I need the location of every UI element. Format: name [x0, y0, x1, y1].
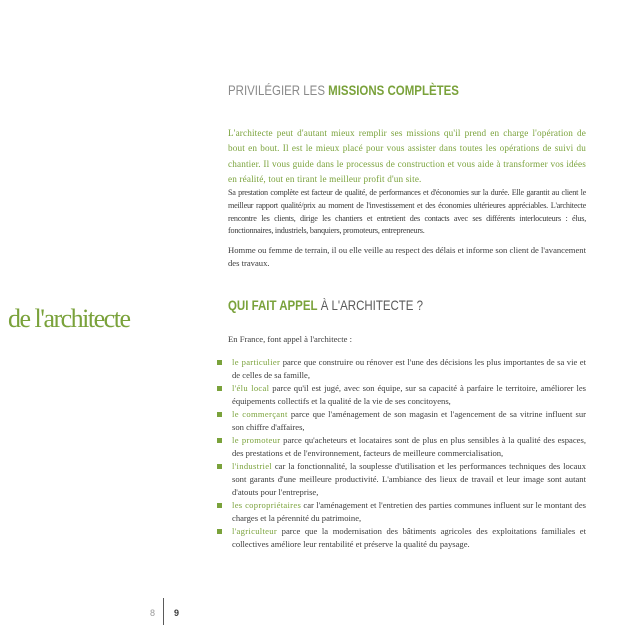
- list-item: [217, 408, 586, 434]
- bullet-square-icon: [217, 529, 222, 534]
- bullet-text: parce que la modernisation des bâtiments agricoles des exploitations familiales et collectives améliore leur rentabilité et préserve la qualité du paysage.: [232, 526, 586, 550]
- bullet-square-icon: [217, 360, 222, 365]
- bullet-square-icon: [217, 386, 222, 391]
- bullet-square-icon: [217, 412, 222, 417]
- bullet-key: les copropriétaires: [232, 500, 302, 511]
- section-title-light: À L'ARCHITECTE ?: [317, 297, 424, 313]
- bullet-square-icon: [217, 464, 222, 469]
- bullet-key: l'élu local: [232, 383, 270, 394]
- section-title-bold: MISSIONS COMPLÈTES: [328, 82, 459, 98]
- bullet-key: l'agriculteur: [232, 526, 278, 537]
- list-item: [217, 382, 586, 408]
- list-item: [217, 356, 586, 382]
- folio-divider: [163, 598, 164, 625]
- list-item: [217, 525, 586, 551]
- bullet-text: parce qu'il est jugé, avec son équipe, sur sa capacité à parfaire le territoire, améliorer les équipements collectifs et la qualité de la vie de ses concitoyens,: [232, 383, 586, 406]
- list-item: [217, 499, 586, 525]
- section-title-missions: [228, 82, 540, 98]
- section-title-light: PRIVILÉGIER LES: [228, 82, 329, 98]
- intro-paragraph: L'architecte peut d'autant mieux remplir ses missions qu'il prend en charge l'opération de bout en bout. Il est le mieux placé pour vous assister dans toutes les opérations de suivi du chantier. Il vous guide dans le processus de construction et vous aide à transformer vos idées en réalité, tout en tirant le meilleur profit d'un site.: [228, 128, 586, 184]
- list-item: [217, 434, 586, 460]
- bullet-text: parce que construire ou rénover est l'une des décisions les plus importantes de sa vie et de celles de sa famille,: [232, 357, 586, 380]
- section-title-bold: QUI FAIT APPEL: [228, 297, 318, 313]
- bullet-square-icon: [217, 503, 222, 508]
- bullet-text: parce qu'acheteurs et locataires sont de plus en plus sensibles à la qualité des espaces, des prestations et de l'environnement, facteurs de meilleure commercialisation,: [232, 435, 586, 459]
- side-title: de l'architecte: [8, 304, 130, 333]
- bullet-key: le commerçant: [232, 409, 288, 420]
- list-item: [217, 460, 586, 498]
- bullet-list: [217, 356, 586, 551]
- paragraph-terrain: Homme ou femme de terrain, il ou elle veille au respect des délais et informe son client de l'avancement des travaux.: [228, 245, 586, 268]
- bullet-key: l'industriel: [232, 461, 272, 472]
- bullet-square-icon: [217, 438, 222, 443]
- paragraph-prestation: Sa prestation complète est facteur de qualité, de performances et d'économies sur la durée. Elle garantit au client le meilleur rapport qualité/prix au moment de l'investissement et des économies ultérieures appréciables. L'architecte rencontre les clients, dirige les chantiers et entretient des contacts avec ses différents interlocuteurs : élus, fonctionnaires, industriels, banquiers, promoteurs, entrepreneurs.: [228, 188, 586, 236]
- bullet-text: car la fonctionnalité, la souplesse d'utilisation et les performances techniques des locaux sont garants d'une meilleure productivité. L'ambiance des lieux de travail et leur image sont autant d'atouts pour l'entreprise,: [232, 461, 586, 497]
- page-number-left: 8: [150, 608, 156, 618]
- page-number-right: 9: [174, 608, 180, 618]
- section-title-qui-fait-appel: [228, 297, 540, 313]
- bullet-key: le particulier: [232, 357, 281, 367]
- bullet-text: car l'aménagement et l'entretien des parties communes influent sur le montant des charges et la pérennité du patrimoine,: [232, 500, 586, 524]
- bullet-key: le promoteur: [232, 435, 281, 446]
- paragraph-en-france: En France, font appel à l'architecte :: [228, 334, 352, 344]
- bullet-text: parce que l'aménagement de son magasin et l'agencement de sa vitrine influent sur son chiffre d'affaires,: [232, 409, 586, 432]
